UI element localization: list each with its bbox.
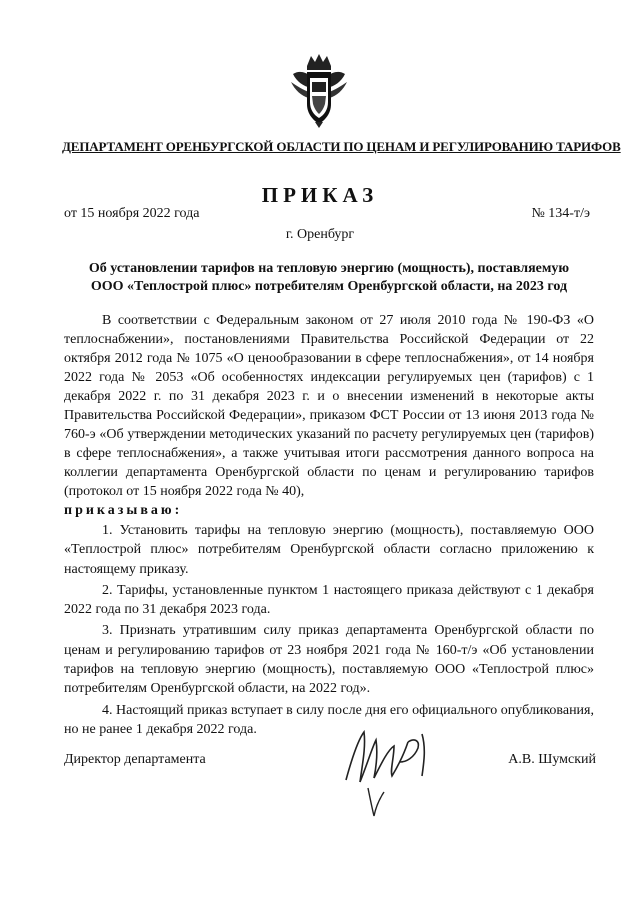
document-number: № 134-т/э bbox=[531, 206, 590, 221]
signer-position: Директор департамента bbox=[64, 752, 206, 767]
document-title: ПРИКАЗ bbox=[261, 183, 379, 207]
document-city: г. Оренбург bbox=[285, 227, 355, 242]
preamble-text: В соответствии с Федеральным законом от 27 июля 2010 года № 190-ФЗ «О теплоснабжении», постановлениями Правительства Российской Федерации от 22 октября 2012 года № 1075 «О ценообразовании в сфере теплоснабжения», от 14 ноября 2022 года № 2053 «Об особенностях индексации регулируемых цен (тарифов) с 1 декабря 2022 г. по 31 декабря 2023 г. и о внесении изменений в некоторые акты Правительства Российской Федерации», приказом ФСТ России от 13 июня 2013 года № 760-э «Об утверждении методических указаний по расчету регулируемых цен (тарифов) в сфере теплоснабжения», а также учитывая итоги рассмотрения данного вопроса на коллегии департамента Оренбургской области по ценам и регулированию тарифов (протокол от 15 ноября 2022 года № 40), bbox=[64, 313, 594, 499]
order-item: 4. Настоящий приказ вступает в силу после дня его официального опубликования, но не ранее 1 декабря 2022 года. bbox=[64, 702, 594, 737]
order-word: приказываю: bbox=[64, 503, 183, 518]
document-date: от 15 ноября 2022 года bbox=[64, 206, 200, 221]
subject-line: Об установлении тарифов на тепловую энергию (мощность), поставляемую bbox=[88, 261, 570, 276]
order-item: 1. Установить тарифы на тепловую энергию (мощность), поставляемую ООО «Теплострой плюс» потребителям Оренбургской области согласно приложению к настоящему приказу. bbox=[64, 523, 594, 577]
subject-line: ООО «Теплострой плюс» потребителям Оренбургской области, на 2023 год bbox=[90, 279, 568, 294]
handwritten-signature-icon bbox=[338, 718, 448, 828]
order-items bbox=[64, 521, 594, 741]
signer-name: А.В. Шумский bbox=[508, 752, 596, 767]
document-subject bbox=[64, 260, 594, 296]
order-item: 3. Признать утратившим силу приказ департамента Оренбургской области по ценам и регулированию тарифов от 23 ноября 2021 года № 160-т/э «Об установлении тарифов на тепловую энергию (мощность), поставляемую ООО «Теплострой плюс» потребителям Оренбургской области, на 2022 год». bbox=[64, 623, 594, 697]
oblast-coat-of-arms-icon bbox=[289, 52, 349, 128]
preamble-paragraph bbox=[64, 311, 594, 520]
department-name: ДЕПАРТАМЕНТ ОРЕНБУРГСКОЙ ОБЛАСТИ ПО ЦЕНАМ И РЕГУЛИРОВАНИЮ ТАРИФОВ bbox=[62, 139, 621, 154]
order-item: 2. Тарифы, установленные пунктом 1 настоящего приказа действуют с 1 декабря 2022 года по 31 декабря 2023 года. bbox=[64, 582, 594, 618]
